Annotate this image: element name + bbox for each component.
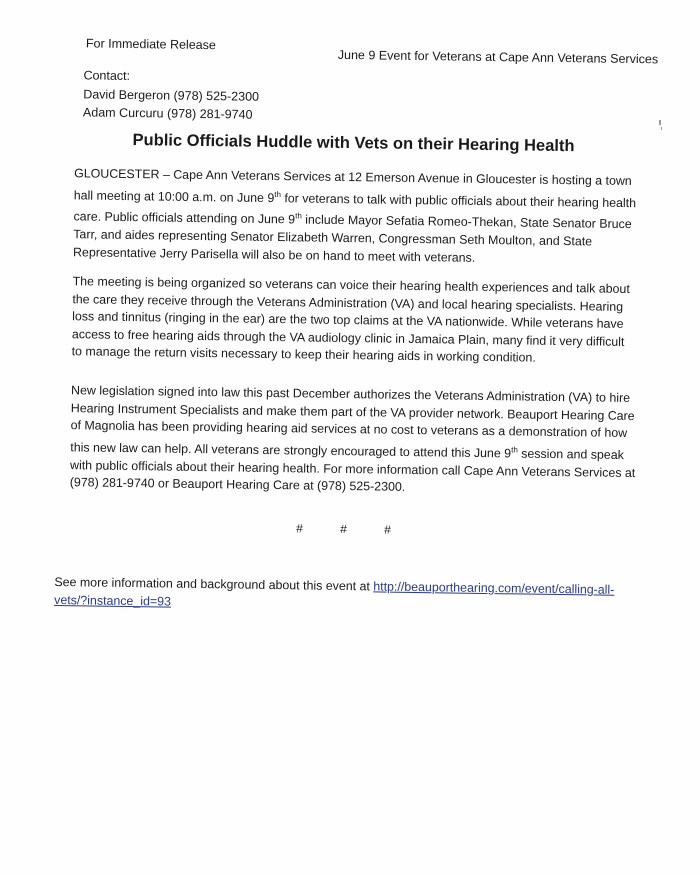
paragraph-text: GLOUCESTER – Cape Ann Veterans Services at 12 Emerson Avenue in Gloucester is hosting a town hall meeting at 10:00 a.m. on June 9 xyxy=(73,166,632,205)
paragraph-intro xyxy=(73,165,640,269)
paragraph-meeting: The meeting is being organized so veterans can voice their hearing health experiences and talk about the care they receive through the Veterans Administration (VA) and local hearing specialists. Hearing loss and tinnitus (ringing in the ear) are the two top claims at the VA nationwide. While veterans have access to free hearing aids through the VA audiology clinic in Jamaica Plain, many find it very difficult to manage the return visits necessary to keep their hearing aids in working condition. xyxy=(71,274,630,366)
headline: Public Officials Huddle with Vets on their Hearing Health xyxy=(132,131,575,156)
paragraph-legislation xyxy=(70,382,637,500)
event-title-line: June 9 Event for Veterans at Cape Ann Veterans Services xyxy=(337,47,659,67)
ordinal-suffix: th xyxy=(295,211,302,221)
more-info-text: See more information and background about this event at xyxy=(54,574,374,594)
contact-label: Contact: xyxy=(83,68,131,83)
contact-block xyxy=(83,66,260,124)
scan-speck xyxy=(659,120,661,125)
event-link[interactable]: http://beauporthearing.com/event/calling-all-vets/?instance_id=93 xyxy=(54,579,615,609)
paragraph-text: include Mayor Sefatia Romeo-Thekan, State Senator Bruce Tarr, and aides representing Senator Elizabeth Warren, Congressman Seth Moulton, and State Representative Jerry Parisella will also be on hand to meet with veterans. xyxy=(72,212,632,265)
contact-person: Adam Curcuru (978) 281-9740 xyxy=(82,105,253,122)
paragraph-text: session and speak with public officials about their hearing health. For more information call Cape Ann Veterans Services at (978) 281-9740 or Beauport Hearing Care at (978) 525-2300. xyxy=(69,446,636,494)
more-info xyxy=(54,574,634,617)
paragraph-text: New legislation signed into law this past December authorizes the Veterans Administration (VA) to hire Hearing Instrument Specialists and make them part of the VA provider network. Beauport Hearing Care of Magnolia has been providing hearing aid services at no cost to veterans as a demonstration of how this new law can help. All veterans are strongly encouraged to attend this June 9 xyxy=(70,383,635,461)
contact-person: David Bergeron (978) 525-2300 xyxy=(83,86,260,104)
release-label: For Immediate Release xyxy=(85,36,216,53)
end-marker: # # # xyxy=(296,521,391,537)
paragraph-text: for veterans to talk with public officials about their hearing health care. Public officials attending on June 9 xyxy=(73,190,637,227)
ordinal-suffix: th xyxy=(274,189,282,199)
ordinal-suffix: th xyxy=(511,445,518,455)
scan-speck xyxy=(661,127,662,130)
